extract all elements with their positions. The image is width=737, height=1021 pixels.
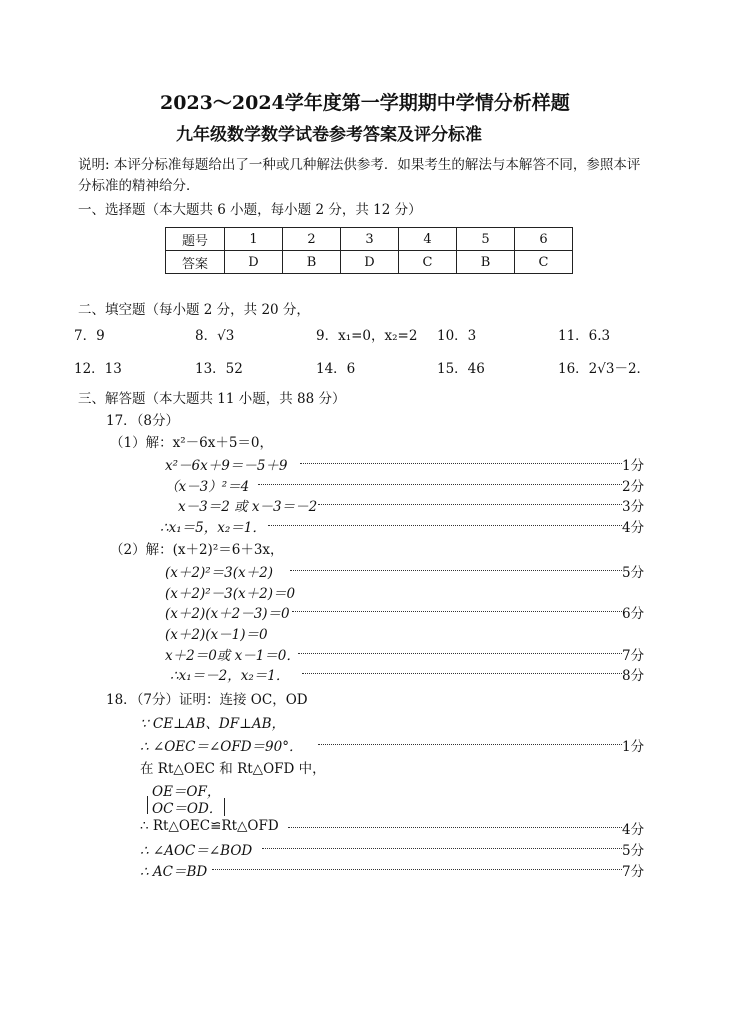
table-cell: C (399, 251, 457, 274)
score-mark: 1分 (622, 458, 645, 474)
table-cell: 2 (283, 228, 341, 251)
table-cell: D (225, 251, 283, 274)
score-leader (268, 525, 622, 526)
q17-p2-line: ∴x₁＝－2，x₂＝1． (170, 668, 290, 684)
q17-label: 17．（8分） (106, 413, 180, 429)
table-cell: B (457, 251, 515, 274)
answer-table (165, 227, 573, 274)
fill-item: 13．52 (195, 361, 243, 377)
q17-p1-line: x²－6x＋9＝－5＋9 (165, 458, 288, 474)
table-cell: 6 (515, 228, 573, 251)
fill-item: 16．2√3－2． (558, 361, 651, 377)
table-cell: 3 (341, 228, 399, 251)
note-line-2: 分标准的精神给分． (78, 178, 200, 194)
table-cell: 答案 (166, 251, 225, 274)
section1-heading: 一、选择题（本大题共 6 小题，每小题 2 分，共 12 分） (78, 202, 422, 218)
brace-right (221, 798, 225, 816)
table-cell: 题号 (166, 228, 225, 251)
table-cell: D (341, 251, 399, 274)
q17-p2-line: (x＋2)²＝3(x＋2) (165, 565, 273, 581)
score-mark: 6分 (622, 606, 645, 622)
q18-line: ∴ Rt△OEC≌Rt△OFD (140, 818, 279, 834)
table-row (166, 251, 573, 274)
q17-p2-line: x＋2＝0或 x－1＝0． (165, 648, 300, 664)
section3-heading: 三、解答题（本大题共 11 小题，共 88 分） (78, 391, 346, 407)
score-leader (262, 848, 622, 849)
score-leader (292, 611, 622, 612)
q17-p1-line: ∴x₁＝5，x₂＝1． (160, 520, 266, 536)
fill-item: 10．3 (437, 328, 477, 344)
q18-line: OE＝OF， (152, 784, 221, 800)
table-cell: C (515, 251, 573, 274)
table-cell: B (283, 251, 341, 274)
q18-label: 18．（7分）证明：连接 OC，OD (106, 692, 308, 708)
score-leader (302, 673, 622, 674)
section2-heading: 二、填空题（每小题 2 分，共 20 分， (78, 302, 310, 318)
q17-p1-line: （x－3）²＝4 (165, 479, 250, 495)
score-leader (290, 570, 622, 571)
q18-line: 在 Rt△OEC 和 Rt△OFD 中， (140, 761, 326, 777)
fill-item: 15．46 (437, 361, 485, 377)
q17-p2-line: (x＋2)²－3(x＋2)＝0 (165, 586, 296, 602)
q17-p2-line: (x＋2)(x＋2－3)＝0 (165, 606, 290, 622)
table-cell: 1 (225, 228, 283, 251)
score-mark: 7分 (622, 864, 645, 880)
score-mark: 4分 (622, 520, 645, 536)
q18-line: ∵ CE⊥AB、DF⊥AB， (140, 716, 285, 732)
score-mark: 5分 (622, 565, 645, 581)
score-leader (318, 504, 622, 505)
q18-line: ∴ ∠OEC＝∠OFD＝90°． (140, 739, 303, 755)
score-mark: 1分 (622, 739, 645, 755)
score-leader (258, 484, 622, 485)
score-mark: 3分 (622, 499, 645, 515)
table-cell: 5 (457, 228, 515, 251)
page-title: 2023～2024学年度第一学期期中学情分析样题 (160, 92, 570, 114)
score-mark: 5分 (622, 843, 645, 859)
fill-item: 12．13 (74, 361, 122, 377)
score-leader (212, 869, 622, 870)
fill-item: 8．√3 (195, 328, 235, 344)
q18-line: ∴ AC＝BD (140, 864, 208, 880)
score-mark: 7分 (622, 648, 645, 664)
score-mark: 4分 (622, 822, 645, 838)
q17-p1-line: x－3＝2 或 x－3＝－2 (178, 499, 318, 515)
q17-p2-line: (x＋2)(x－1)＝0 (165, 627, 268, 643)
note-line-1: 说明: 本评分标准每题给出了一种或几种解法供参考．如果考生的解法与本解答不同，参照本评 (78, 157, 641, 173)
score-leader (298, 653, 622, 654)
score-leader (318, 744, 622, 745)
table-cell: 4 (399, 228, 457, 251)
fill-item: 7．9 (74, 328, 105, 344)
score-mark: 8分 (622, 668, 645, 684)
fill-item: 9．x₁=0，x₂=2 (316, 328, 418, 344)
table-row (166, 228, 573, 251)
fill-item: 11．6.3 (558, 328, 611, 344)
q18-line: ∴ ∠AOC＝∠BOD (140, 843, 253, 859)
score-mark: 2分 (622, 479, 645, 495)
page-subtitle: 九年级数学数学试卷参考答案及评分标准 (176, 125, 482, 145)
brace-left (147, 796, 152, 814)
score-leader (288, 827, 622, 828)
q18-line: OC＝OD． (152, 801, 223, 817)
score-leader (300, 463, 622, 464)
q17-p2-line: （2）解：(x＋2)²＝6＋3x， (110, 542, 284, 558)
fill-item: 14．6 (316, 361, 356, 377)
q17-p1-line: （1）解：x²－6x＋5＝0， (110, 435, 273, 451)
